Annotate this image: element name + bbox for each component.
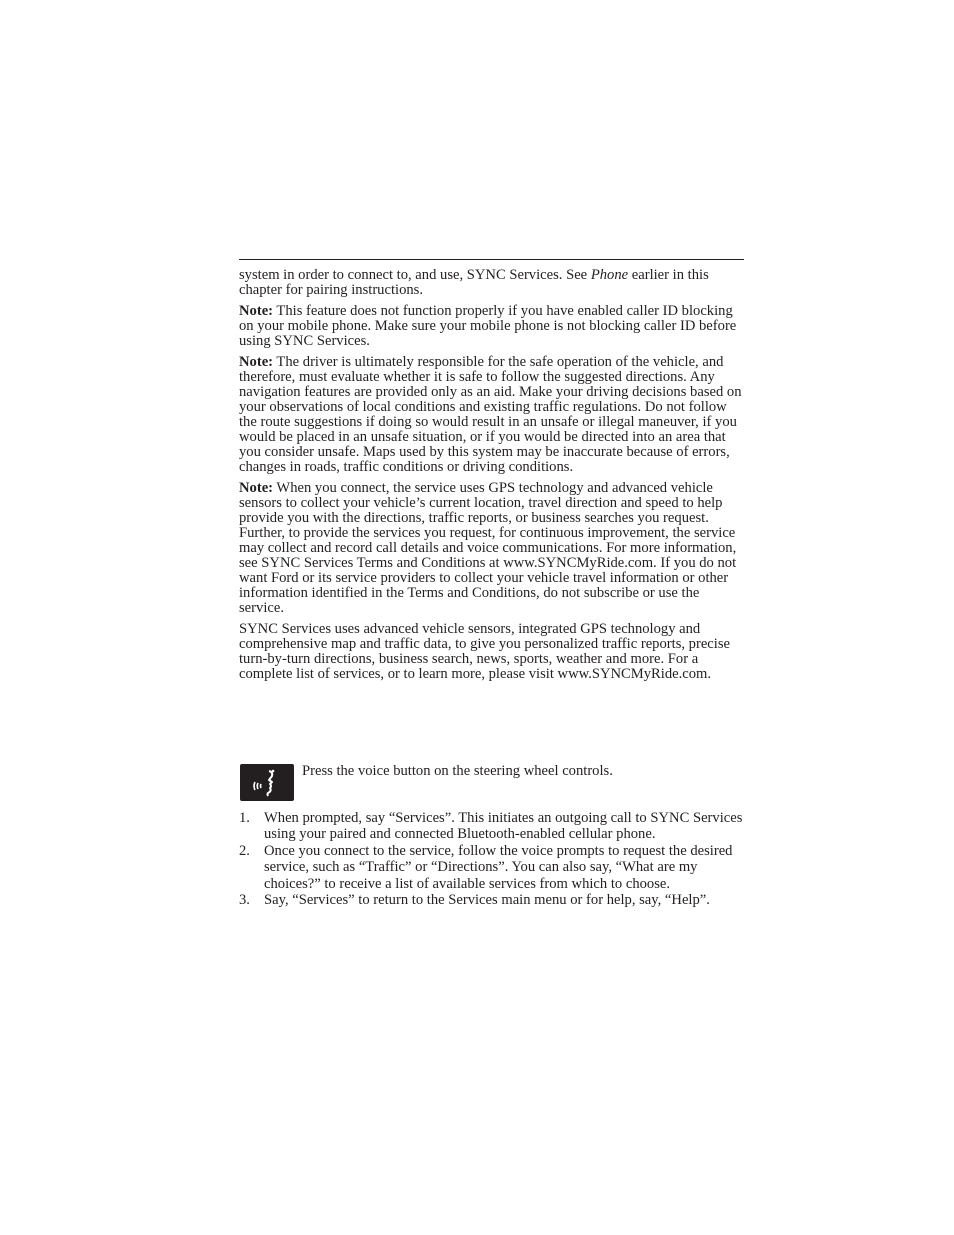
voice-instruction-row: [239, 762, 745, 802]
step-text: Say, “Services” to return to the Services main menu or for help, say, “Help”.: [264, 892, 710, 909]
voice-instruction-text: Press the voice button on the steering wheel controls.: [302, 763, 613, 779]
note-text: The driver is ultimately responsible for the safe operation of the vehicle, and therefore, must evaluate whether it is safe to follow the suggested directions. Any navigation features are provided only as an aid. Make your driving decisions based on your observations of local conditions and existing traffic regulations. Do not follow the route suggestions if doing so would result in an unsafe or illegal maneuver, if you would be placed in an unsafe situation, or if you would be directed into an area that you consider unsafe. Maps used by this system may be inaccurate because of errors, changes in roads, traffic conditions or driving conditions.: [239, 354, 742, 475]
note-label: Note:: [239, 480, 274, 496]
step-text: When prompted, say “Services”. This initiates an outgoing call to SYNC Services using your paired and connected Bluetooth-enabled cellular phone.: [264, 810, 743, 843]
note-caller-id: [239, 304, 745, 349]
intro-text: system in order to connect to, and use, SYNC Services. See: [239, 267, 591, 283]
body-text: [239, 268, 745, 688]
step-text: Once you connect to the service, follow the voice prompts to request the desired service, such as “Traffic” or “Directions”. You can also say, “What are my choices?” to receive a list of available services from which to choose.: [264, 842, 733, 892]
list-item: [239, 843, 745, 892]
note-data-collection: [239, 481, 745, 616]
note-driver-responsibility: [239, 355, 745, 475]
step-number: 2.: [239, 842, 250, 859]
step-number: 1.: [239, 810, 250, 826]
note-label: Note:: [239, 354, 274, 370]
note-text: When you connect, the service uses GPS technology and advanced vehicle sensors to collect your vehicle’s current location, travel direction and speed to help provide you with the directions, traffic reports, or business searches you request. Further, to provide the services you request, for continuous improvement, the service may collect and record call details and voice communications. For more information, see SYNC Services Terms and Conditions at www.SYNCMyRide.com. If you do not want Ford or its service providers to collect your vehicle travel information or other information identified in the Terms and Conditions, do not subscribe or use the service.: [239, 480, 737, 616]
steps-list: [239, 810, 745, 908]
step-number: 3.: [239, 892, 250, 909]
list-item: [239, 810, 745, 843]
intro-paragraph: [239, 268, 745, 298]
note-label: Note:: [239, 303, 274, 319]
intro-text-continued: earlier in this chapter for pairing instructions.: [239, 267, 709, 298]
list-item: [239, 892, 745, 908]
note-text: This feature does not function properly if you have enabled caller ID blocking on your mobile phone. Make sure your mobile phone is not blocking caller ID before using SYNC Services.: [239, 303, 737, 349]
voice-button-icon: [240, 764, 294, 801]
header-rule: [239, 259, 744, 260]
phone-reference: Phone: [590, 267, 629, 283]
services-paragraph: SYNC Services uses advanced vehicle sensors, integrated GPS technology and comprehensive map and traffic data, to give you personalized traffic reports, precise turn-by-turn directions, business search, news, sports, weather and more. For a complete list of services, or to learn more, please visit www.SYNCMyRide.com.: [239, 621, 730, 682]
